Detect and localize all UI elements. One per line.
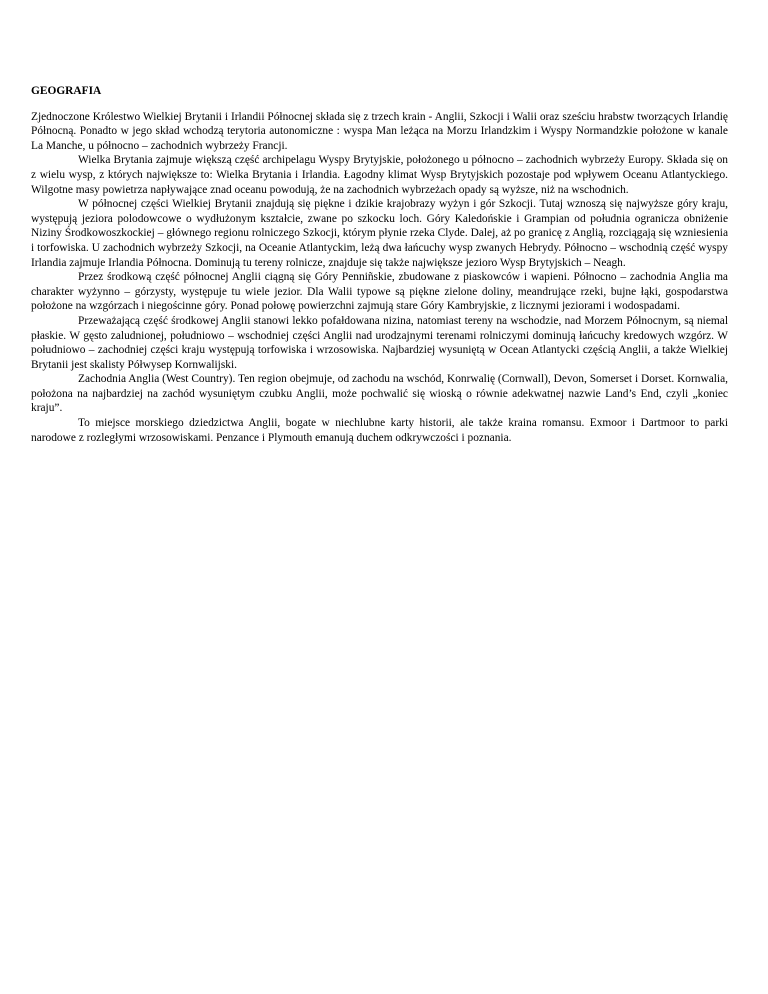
paragraph-west-country: Zachodnia Anglia (West Country). Ten region obejmuje, od zachodu na wschód, Konrwalię (Cornwall), Devon, Somerset i Dorset. Kornwalia, położona na najbardziej na zachód wysuniętym czubku Anglii, może pochwalić się wioską o równie adekwatnej nazwie Land’s End, czyli „koniec kraju”.	[31, 373, 728, 415]
paragraph-central-england: Przeważającą część środkowej Anglii stanowi lekko pofałdowana nizina, natomiast tereny na wschodzie, nad Morzem Północnym, są niemal płaskie. W gęsto zaludnionej, południowo – wschodniej części Anglii nad urodzajnymi terenami rolniczymi dominują łańcuchy kredowych wzgórz. W południowo – zachodniej części kraju występują torfowiska i wrzosowiska. Najbardziej wysuniętą w Ocean Atlantycki częścią Anglii, a także Wielkiej Brytanii jest skalisty Półwysep Kornwalijski.	[31, 314, 728, 371]
paragraph-maritime-heritage: To miejsce morskiego dziedzictwa Anglii, bogate w niechlubne karty historii, ale także kraina romansu. Exmoor i Dartmoor to parki narodowe z rozległymi wrzosowiskami. Penzance i Plymouth emanują duchem odkrywczości i poznania.	[31, 417, 728, 444]
paragraph-scotland: W północnej części Wielkiej Brytanii znajdują się piękne i dzikie krajobrazy wyżyn i gór Szkocji. Tutaj wznoszą się najwyższe góry kraju, występują jeziora polodowcowe o wydłużonym kształcie, zwane po szkocku loch. Góry Kaledońskie i Grampian od południa ogranicza obniżenie Niziny Środkowoszkockiej – głównego regionu rolniczego Szkocji, którym płynie rzeka Clyde. Dalej, aż po granicę z Anglią, rozciągają się wzniesienia i torfowiska. U zachodnich wybrzeży Szkocji, na Oceanie Atlantyckim, leżą dwa łańcuchy wysp zwanych Hebrydy. Północno – wschodnią część wyspy Irlandia zajmuje Irlandia Północna. Dominują tu tereny rolnicze, znajduje się także największe jezioro Wysp Brytyjskich – Neagh.	[31, 198, 728, 269]
paragraph-great-britain: Wielka Brytania zajmuje większą część archipelagu Wyspy Brytyjskie, położonego u północno – zachodnich wybrzeży Europy. Składa się on z wielu wysp, z których największe to: Wielka Brytania i Irlandia. Łagodny klimat Wysp Brytyjskich pozostaje pod wpływem Oceanu Atlantyckiego. Wilgotne masy powietrza napływające znad oceanu powodują, że na zachodnich wybrzeżach opady są wyższe, niż na wschodnich.	[31, 154, 728, 196]
paragraph-northern-england-wales: Przez środkową część północnej Anglii ciągną się Góry Penniñskie, zbudowane z piaskowców i wapieni. Północno – zachodnia Anglia ma charakter wyżynno – górzysty, występuje tu wiele jezior. Dla Walii typowe są piękne zielone doliny, meandrujące rzeki, bujne łąki, gospodarstwa położone na wzgórzach i niegościnne góry. Ponad połowę powierzchni zajmują stare Góry Kambryjskie, z licznymi jeziorami i wodospadami.	[31, 271, 728, 313]
document-heading: GEOGRAFIA	[31, 85, 102, 97]
document-page	[31, 84, 728, 445]
paragraph-intro: Zjednoczone Królestwo Wielkiej Brytanii i Irlandii Północnej składa się z trzech krain - Anglii, Szkocji i Walii oraz sześciu hrabstw tworzących Irlandię Północną. Ponadto w jego skład wchodzą terytoria autonomiczne : wyspa Man leżąca na Morzu Irlandzkim i Wyspy Normandzkie położone w kanale La Manche, u północno – zachodnich wybrzeży Francji.	[31, 110, 728, 152]
